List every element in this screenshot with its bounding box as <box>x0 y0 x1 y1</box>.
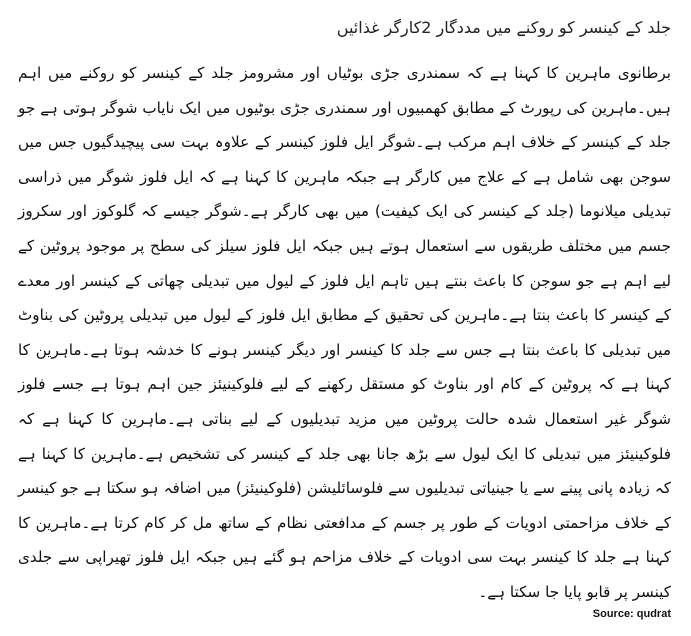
article-source: Source: qudrat <box>592 608 671 620</box>
article-title: جلد کے کینسر کو روکنے میں مددگار 2کارگر غذائیں <box>336 18 671 37</box>
article-body: برطانوی ماہرین کا کہنا ہے کہ سمندری جڑی بوٹیاں اور مشرومز جلد کے کینسر کو روکنے میں اہم ہیں۔ماہرین کی رپورٹ کے مطابق کھمبیوں اور سمندری جڑی بوٹیوں میں ایک نایاب شوگر ہوتی ہے جو جلد کے کینسر کے خلاف اہم مرکب ہے۔شوگر ایل فلوز کینسر کے علاوہ بہت سی پیچیدگیوں جس میں سوجن بھی شامل ہے کے علاج میں کارگر ہے جبکہ ماہرین کا کہنا ہے کہ ایل فلوز شوگر میں ذراسی تبدیلی میلانوما (جلد کے کینسر کی ایک کیفیت) میں بھی کارگر ہے۔شوگر جیسے کہ گلوکوز اور سکروز جسم میں مختلف طریقوں سے استعمال ہوتے ہیں جبکہ ایل فلوز سیلز کی سطح پر موجود پروٹین کے لیے اہم ہے جو سوجن کا باعث بنتے ہیں تاہم ایل فلوز کے لیول میں تبدیلی چھاتی کے کینسر اور معدے کے کینسر کا باعث بنتا ہے۔ماہرین کی تحقیق کے مطابق ایل فلوز کے لیول میں تبدیلی پروٹین کی بناوٹ میں تبدیلی کا باعث بنتا ہے جس سے جلد کا کینسر اور دیگر کینسر ہونے کا خدشہ ہوتا ہے۔ماہرین کا کہنا ہے کہ پروٹین کے کام اور بناوٹ کو مستقل رکھنے کے لیے فلوکینیئز جین اہم ہوتا ہے جسے فلوز شوگر غیر استعمال شدہ حالت پروٹین میں مزید تبدیلیوں کے لیے بناتی ہے۔ماہرین کا کہنا ہے کہ فلوکینیئز میں تبدیلی کا ایک لیول سے بڑھ جانا بھی جلد کے کینسر کی تشخیص ہے۔ماہرین کا کہنا ہے کہ زیادہ پانی پینے سے یا جینیاتی تبدیلیوں سے فلوسائلیشن (فلوکینیئز) میں اضافہ ہو سکتا ہے جو کینسر کے خلاف مزاحمتی ادویات کے طور پر جسم کے مدافعتی نظام کے ساتھ مل کر کام کرتا ہے۔ماہرین کا کہنا ہے جلد کا کینسر بہت سی ادویات کے خلاف مزاحم ہو گئے ہیں جبکہ ایل فلوز تھیراپی سے جلدی کینسر پر قابو پایا جا سکتا ہے۔ <box>18 64 671 601</box>
